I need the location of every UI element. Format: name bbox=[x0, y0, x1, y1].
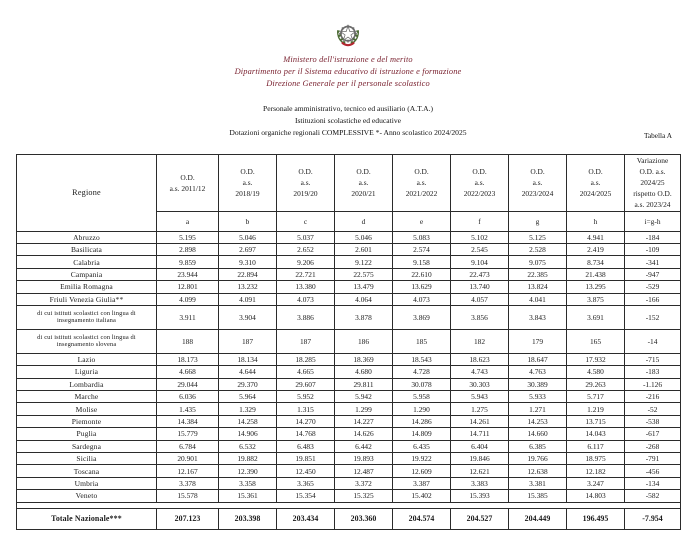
value-cell: -538 bbox=[625, 415, 681, 427]
region-name: Umbria bbox=[17, 477, 157, 489]
value-cell: 3.843 bbox=[509, 305, 567, 329]
value-cell: 6.404 bbox=[451, 440, 509, 452]
value-cell: 3.387 bbox=[393, 477, 451, 489]
value-cell: 13.629 bbox=[393, 281, 451, 293]
value-cell: 22.575 bbox=[335, 268, 393, 280]
region-name: Friuli Venezia Giulia** bbox=[17, 293, 157, 305]
value-cell: 13.232 bbox=[219, 281, 277, 293]
value-cell: 14.803 bbox=[567, 490, 625, 502]
value-cell: 18.369 bbox=[335, 353, 393, 365]
region-name: Calabria bbox=[17, 256, 157, 268]
table-row bbox=[17, 293, 681, 305]
value-cell: 15.578 bbox=[157, 490, 219, 502]
ministry-name: Ministero dell'istruzione e del merito bbox=[283, 55, 413, 64]
value-cell: 15.385 bbox=[509, 490, 567, 502]
italian-republic-emblem-icon bbox=[331, 18, 365, 52]
subtitle-personnel: Personale amministrativo, tecnico ed ausiliario (A.T.A.) bbox=[262, 103, 434, 113]
value-cell: 1.329 bbox=[219, 403, 277, 415]
value-cell: 17.932 bbox=[567, 353, 625, 365]
header-col-h: O.D. a.s. 2024/2025 bbox=[567, 155, 625, 212]
value-cell: 14.253 bbox=[509, 415, 567, 427]
total-value-cell: 203.434 bbox=[277, 508, 335, 529]
value-cell: -456 bbox=[625, 465, 681, 477]
value-cell: 19.922 bbox=[393, 453, 451, 465]
header-col-a: O.D. a.s. 2011/12 bbox=[157, 155, 219, 212]
value-cell: 9.206 bbox=[277, 256, 335, 268]
value-cell: 19.766 bbox=[509, 453, 567, 465]
value-cell: 14.384 bbox=[157, 415, 219, 427]
region-name: Sicilia bbox=[17, 453, 157, 465]
value-cell: 15.361 bbox=[219, 490, 277, 502]
value-cell: 4.580 bbox=[567, 366, 625, 378]
table-row bbox=[17, 305, 681, 329]
table-row bbox=[17, 231, 681, 243]
value-cell: 4.057 bbox=[451, 293, 509, 305]
value-cell: -1.126 bbox=[625, 378, 681, 390]
value-cell: 9.158 bbox=[393, 256, 451, 268]
regional-staffing-table bbox=[16, 154, 681, 530]
value-cell: 5.195 bbox=[157, 231, 219, 243]
region-sublabel: di cui istituti scolastici con lingua di insegnamento italiana bbox=[17, 305, 157, 329]
region-name: Toscana bbox=[17, 465, 157, 477]
value-cell: 3.856 bbox=[451, 305, 509, 329]
table-row bbox=[17, 256, 681, 268]
region-name: Lombardia bbox=[17, 378, 157, 390]
value-cell: 18.623 bbox=[451, 353, 509, 365]
value-cell: 14.227 bbox=[335, 415, 393, 427]
header-regione: Regione bbox=[17, 155, 157, 232]
value-cell: 1.315 bbox=[277, 403, 335, 415]
value-cell: -617 bbox=[625, 428, 681, 440]
value-cell: 2.574 bbox=[393, 243, 451, 255]
region-name: Sardegna bbox=[17, 440, 157, 452]
value-cell: 4.073 bbox=[277, 293, 335, 305]
table-header-row bbox=[17, 155, 681, 212]
table-row bbox=[17, 391, 681, 403]
value-cell: 4.099 bbox=[157, 293, 219, 305]
value-cell: 14.809 bbox=[393, 428, 451, 440]
value-cell: 4.743 bbox=[451, 366, 509, 378]
value-cell: 4.941 bbox=[567, 231, 625, 243]
value-cell: 3.869 bbox=[393, 305, 451, 329]
value-cell: 13.295 bbox=[567, 281, 625, 293]
value-cell: 30.389 bbox=[509, 378, 567, 390]
value-cell: 6.442 bbox=[335, 440, 393, 452]
value-cell: 29.263 bbox=[567, 378, 625, 390]
value-cell: 30.078 bbox=[393, 378, 451, 390]
value-cell: 13.715 bbox=[567, 415, 625, 427]
value-cell: 5.964 bbox=[219, 391, 277, 403]
total-value-cell: 204.574 bbox=[393, 508, 451, 529]
value-cell: -341 bbox=[625, 256, 681, 268]
value-cell: 4.644 bbox=[219, 366, 277, 378]
value-cell: 182 bbox=[451, 329, 509, 353]
value-cell: 12.390 bbox=[219, 465, 277, 477]
value-cell: 14.711 bbox=[451, 428, 509, 440]
value-cell: 5.933 bbox=[509, 391, 567, 403]
table-row bbox=[17, 465, 681, 477]
value-cell: 1.271 bbox=[509, 403, 567, 415]
value-cell: 23.944 bbox=[157, 268, 219, 280]
subtitle-institutions: Istituzioni scolastiche ed educative bbox=[294, 115, 402, 125]
value-cell: 29.811 bbox=[335, 378, 393, 390]
total-value-cell: 203.360 bbox=[335, 508, 393, 529]
value-cell: 14.270 bbox=[277, 415, 335, 427]
value-cell: 21.438 bbox=[567, 268, 625, 280]
header-col-variazione: Variazione O.D. a.s. 2024/25 rispetto O.D. a.s. 2023/24 bbox=[625, 155, 681, 212]
value-cell: 2.898 bbox=[157, 243, 219, 255]
value-cell: 6.435 bbox=[393, 440, 451, 452]
value-cell: 3.875 bbox=[567, 293, 625, 305]
value-cell: 4.728 bbox=[393, 366, 451, 378]
table-row bbox=[17, 477, 681, 489]
table-row bbox=[17, 281, 681, 293]
value-cell: 4.041 bbox=[509, 293, 567, 305]
value-cell: 12.487 bbox=[335, 465, 393, 477]
value-cell: 19.846 bbox=[451, 453, 509, 465]
value-cell: 15.393 bbox=[451, 490, 509, 502]
value-cell: 179 bbox=[509, 329, 567, 353]
region-sublabel: di cui istituti scolastici con lingua di insegnamento slovena bbox=[17, 329, 157, 353]
document-header bbox=[0, 0, 696, 139]
department-name: Dipartimento per il Sistema educativo di istruzione e formazione bbox=[234, 67, 462, 77]
value-cell: 13.740 bbox=[451, 281, 509, 293]
value-cell: 5.958 bbox=[393, 391, 451, 403]
value-cell: 18.173 bbox=[157, 353, 219, 365]
header-col-d: O.D. a.s. 2020/21 bbox=[335, 155, 393, 212]
value-cell: 3.904 bbox=[219, 305, 277, 329]
table-row bbox=[17, 453, 681, 465]
value-cell: 4.091 bbox=[219, 293, 277, 305]
value-cell: 12.450 bbox=[277, 465, 335, 477]
table-row bbox=[17, 366, 681, 378]
value-cell: 14.258 bbox=[219, 415, 277, 427]
code-variazione: i=g-h bbox=[625, 211, 681, 231]
value-cell: 29.044 bbox=[157, 378, 219, 390]
table-row bbox=[17, 268, 681, 280]
table-row bbox=[17, 415, 681, 427]
value-cell: 5.717 bbox=[567, 391, 625, 403]
value-cell: 5.952 bbox=[277, 391, 335, 403]
table-row bbox=[17, 440, 681, 452]
value-cell: 5.943 bbox=[451, 391, 509, 403]
value-cell: 15.779 bbox=[157, 428, 219, 440]
table-row bbox=[17, 490, 681, 502]
value-cell: 18.543 bbox=[393, 353, 451, 365]
region-name: Campania bbox=[17, 268, 157, 280]
value-cell: 19.893 bbox=[335, 453, 393, 465]
value-cell: 5.942 bbox=[335, 391, 393, 403]
value-cell: 14.906 bbox=[219, 428, 277, 440]
value-cell: 12.167 bbox=[157, 465, 219, 477]
value-cell: 6.117 bbox=[567, 440, 625, 452]
value-cell: 13.479 bbox=[335, 281, 393, 293]
value-cell: -184 bbox=[625, 231, 681, 243]
value-cell: 3.247 bbox=[567, 477, 625, 489]
value-cell: 12.621 bbox=[451, 465, 509, 477]
value-cell: 9.075 bbox=[509, 256, 567, 268]
staffing-table-container bbox=[16, 154, 680, 530]
region-name: Basilicata bbox=[17, 243, 157, 255]
value-cell: 18.134 bbox=[219, 353, 277, 365]
header-col-e: O.D. a.s. 2021/2022 bbox=[393, 155, 451, 212]
value-cell: 5.046 bbox=[335, 231, 393, 243]
value-cell: 2.545 bbox=[451, 243, 509, 255]
table-row bbox=[17, 243, 681, 255]
value-cell: -529 bbox=[625, 281, 681, 293]
value-cell: 22.610 bbox=[393, 268, 451, 280]
value-cell: 19.882 bbox=[219, 453, 277, 465]
total-value-cell: 204.527 bbox=[451, 508, 509, 529]
value-cell: 5.102 bbox=[451, 231, 509, 243]
table-head bbox=[17, 155, 681, 232]
value-cell: -715 bbox=[625, 353, 681, 365]
value-cell: 4.073 bbox=[393, 293, 451, 305]
value-cell: 6.784 bbox=[157, 440, 219, 452]
total-value-cell: -7.954 bbox=[625, 508, 681, 529]
code-a: a bbox=[157, 211, 219, 231]
value-cell: 165 bbox=[567, 329, 625, 353]
value-cell: 12.638 bbox=[509, 465, 567, 477]
value-cell: 18.975 bbox=[567, 453, 625, 465]
value-cell: 1.290 bbox=[393, 403, 451, 415]
value-cell: 4.668 bbox=[157, 366, 219, 378]
value-cell: 19.851 bbox=[277, 453, 335, 465]
value-cell: -14 bbox=[625, 329, 681, 353]
value-cell: 187 bbox=[219, 329, 277, 353]
value-cell: 29.370 bbox=[219, 378, 277, 390]
code-h: h bbox=[567, 211, 625, 231]
value-cell: -109 bbox=[625, 243, 681, 255]
value-cell: 12.609 bbox=[393, 465, 451, 477]
table-label: Tabella A bbox=[643, 131, 672, 140]
region-name: Veneto bbox=[17, 490, 157, 502]
region-name: Marche bbox=[17, 391, 157, 403]
value-cell: 12.801 bbox=[157, 281, 219, 293]
value-cell: 3.691 bbox=[567, 305, 625, 329]
value-cell: 18.647 bbox=[509, 353, 567, 365]
table-row bbox=[17, 353, 681, 365]
value-cell: 22.721 bbox=[277, 268, 335, 280]
value-cell: -791 bbox=[625, 453, 681, 465]
value-cell: 3.886 bbox=[277, 305, 335, 329]
value-cell: -216 bbox=[625, 391, 681, 403]
region-name: Emilia Romagna bbox=[17, 281, 157, 293]
value-cell: 13.824 bbox=[509, 281, 567, 293]
value-cell: 14.768 bbox=[277, 428, 335, 440]
value-cell: 1.275 bbox=[451, 403, 509, 415]
total-row-label: Totale Nazionale*** bbox=[17, 508, 157, 529]
value-cell: -152 bbox=[625, 305, 681, 329]
value-cell: 22.473 bbox=[451, 268, 509, 280]
value-cell: 8.734 bbox=[567, 256, 625, 268]
value-cell: 2.601 bbox=[335, 243, 393, 255]
value-cell: 3.878 bbox=[335, 305, 393, 329]
value-cell: 5.083 bbox=[393, 231, 451, 243]
value-cell: 13.380 bbox=[277, 281, 335, 293]
region-name: Abruzzo bbox=[17, 231, 157, 243]
value-cell: 6.532 bbox=[219, 440, 277, 452]
subtitle-allocations: Dotazioni organiche regionali COMPLESSIVE *- Anno scolastico 2024/2025 bbox=[229, 128, 467, 138]
code-f: f bbox=[451, 211, 509, 231]
total-value-cell: 207.123 bbox=[157, 508, 219, 529]
value-cell: 3.372 bbox=[335, 477, 393, 489]
table-row bbox=[17, 403, 681, 415]
value-cell: 5.046 bbox=[219, 231, 277, 243]
table-row bbox=[17, 378, 681, 390]
value-cell: 2.419 bbox=[567, 243, 625, 255]
value-cell: 3.383 bbox=[451, 477, 509, 489]
value-cell: 1.435 bbox=[157, 403, 219, 415]
value-cell: 14.626 bbox=[335, 428, 393, 440]
value-cell: 15.402 bbox=[393, 490, 451, 502]
value-cell: 9.859 bbox=[157, 256, 219, 268]
value-cell: 185 bbox=[393, 329, 451, 353]
value-cell: 22.894 bbox=[219, 268, 277, 280]
code-c: c bbox=[277, 211, 335, 231]
code-e: e bbox=[393, 211, 451, 231]
value-cell: 14.660 bbox=[509, 428, 567, 440]
value-cell: -947 bbox=[625, 268, 681, 280]
directorate-name: Direzione Generale per il personale scolastico bbox=[266, 79, 430, 89]
value-cell: 188 bbox=[157, 329, 219, 353]
value-cell: 9.122 bbox=[335, 256, 393, 268]
value-cell: 3.381 bbox=[509, 477, 567, 489]
value-cell: 3.378 bbox=[157, 477, 219, 489]
value-cell: 6.385 bbox=[509, 440, 567, 452]
value-cell: 5.037 bbox=[277, 231, 335, 243]
value-cell: 18.285 bbox=[277, 353, 335, 365]
value-cell: 186 bbox=[335, 329, 393, 353]
header-col-c: O.D. a.s. 2019/20 bbox=[277, 155, 335, 212]
value-cell: 2.697 bbox=[219, 243, 277, 255]
value-cell: 4.665 bbox=[277, 366, 335, 378]
value-cell: 9.310 bbox=[219, 256, 277, 268]
value-cell: 22.385 bbox=[509, 268, 567, 280]
total-value-cell: 203.398 bbox=[219, 508, 277, 529]
value-cell: 5.125 bbox=[509, 231, 567, 243]
region-name: Liguria bbox=[17, 366, 157, 378]
table-row bbox=[17, 329, 681, 353]
code-b: b bbox=[219, 211, 277, 231]
value-cell: 3.365 bbox=[277, 477, 335, 489]
code-g: g bbox=[509, 211, 567, 231]
value-cell: 187 bbox=[277, 329, 335, 353]
value-cell: 6.483 bbox=[277, 440, 335, 452]
value-cell: -582 bbox=[625, 490, 681, 502]
value-cell: -268 bbox=[625, 440, 681, 452]
value-cell: 14.261 bbox=[451, 415, 509, 427]
value-cell: 3.911 bbox=[157, 305, 219, 329]
document-subtitle-block bbox=[0, 103, 696, 140]
header-col-g: O.D. a.s. 2023/2024 bbox=[509, 155, 567, 212]
value-cell: 14.043 bbox=[567, 428, 625, 440]
value-cell: 4.763 bbox=[509, 366, 567, 378]
region-name: Lazio bbox=[17, 353, 157, 365]
header-col-b: O.D. a.s. 2018/19 bbox=[219, 155, 277, 212]
region-name: Molise bbox=[17, 403, 157, 415]
table-total-row bbox=[17, 508, 681, 529]
table-row bbox=[17, 428, 681, 440]
region-name: Puglia bbox=[17, 428, 157, 440]
value-cell: 20.901 bbox=[157, 453, 219, 465]
value-cell: -52 bbox=[625, 403, 681, 415]
code-d: d bbox=[335, 211, 393, 231]
value-cell: 2.528 bbox=[509, 243, 567, 255]
value-cell: 9.104 bbox=[451, 256, 509, 268]
ministry-title-block bbox=[0, 54, 696, 91]
value-cell: 4.064 bbox=[335, 293, 393, 305]
region-name: Piemonte bbox=[17, 415, 157, 427]
value-cell: 2.652 bbox=[277, 243, 335, 255]
value-cell: 1.299 bbox=[335, 403, 393, 415]
value-cell: 6.036 bbox=[157, 391, 219, 403]
value-cell: 15.354 bbox=[277, 490, 335, 502]
table-body bbox=[17, 231, 681, 529]
value-cell: 15.325 bbox=[335, 490, 393, 502]
header-col-f: O.D. a.s. 2022/2023 bbox=[451, 155, 509, 212]
value-cell: -183 bbox=[625, 366, 681, 378]
value-cell: -134 bbox=[625, 477, 681, 489]
value-cell: 12.182 bbox=[567, 465, 625, 477]
value-cell: -166 bbox=[625, 293, 681, 305]
value-cell: 30.303 bbox=[451, 378, 509, 390]
value-cell: 3.358 bbox=[219, 477, 277, 489]
value-cell: 29.607 bbox=[277, 378, 335, 390]
total-value-cell: 196.495 bbox=[567, 508, 625, 529]
value-cell: 4.680 bbox=[335, 366, 393, 378]
value-cell: 14.286 bbox=[393, 415, 451, 427]
total-value-cell: 204.449 bbox=[509, 508, 567, 529]
value-cell: 1.219 bbox=[567, 403, 625, 415]
